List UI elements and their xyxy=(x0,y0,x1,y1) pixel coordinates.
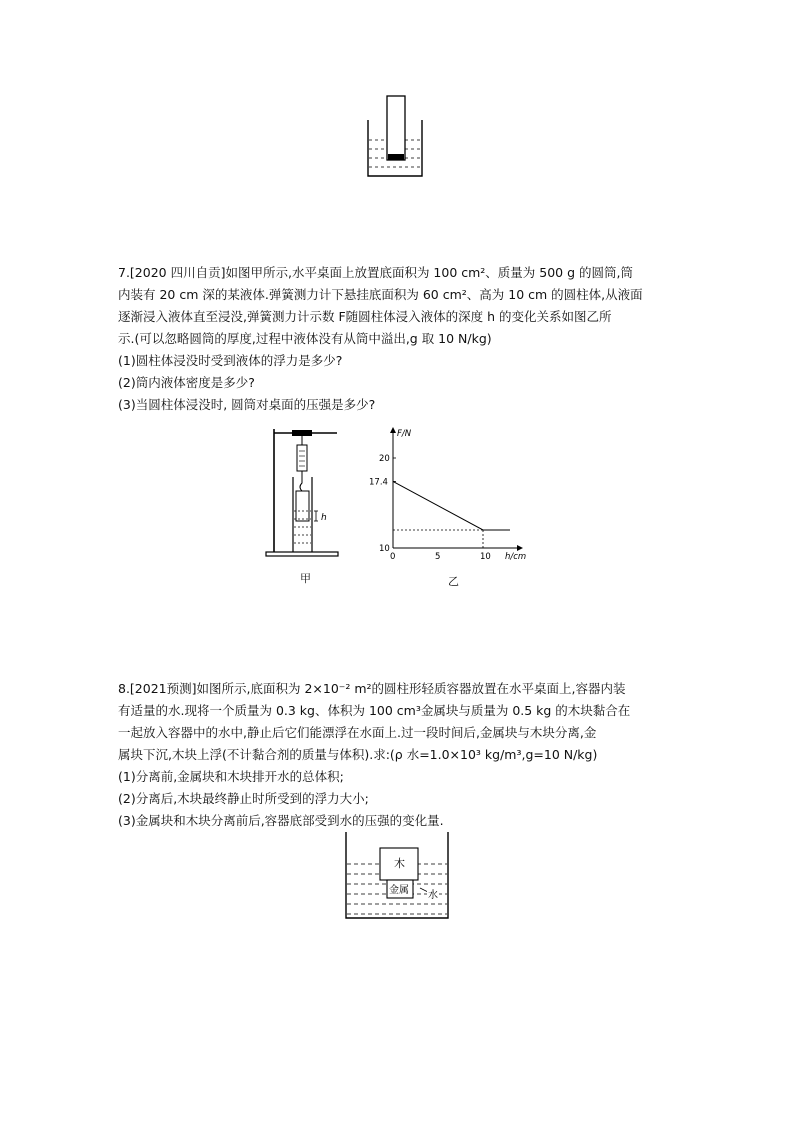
y-tick-label: 17.4 xyxy=(369,477,388,488)
q7-line-3: 逐渐浸入液体直至浸没,弹簧测力计示数 F随圆柱体浸入液体的深度 h 的变化关系如图乙所 xyxy=(118,309,612,324)
wood-metal-container-figure xyxy=(340,830,455,925)
q7-sub-2: (2)筒内液体密度是多少? xyxy=(118,375,255,390)
q7-sub-1: (1)圆柱体浸没时受到液体的浮力是多少? xyxy=(118,353,343,368)
figure-yi-label: 乙 xyxy=(448,575,459,588)
q7-line-4: 示.(可以忽略圆筒的厚度,过程中液体没有从筒中溢出,g 取 10 N/kg) xyxy=(118,331,492,346)
q7-line-2: 内装有 20 cm 深的某液体.弹簧测力计下悬挂底面积为 60 cm²、高为 10 cm 的圆柱体,从液面 xyxy=(118,287,643,302)
question-7 xyxy=(118,262,678,416)
figure-jia-label: 甲 xyxy=(300,572,311,585)
metal-label: 金属 xyxy=(389,885,409,896)
x-tick-label: 10 xyxy=(480,552,491,562)
q8-line-3: 一起放入容器中的水中,静止后它们能漂浮在水面上.过一段时间后,金属块与木块分离,金 xyxy=(118,725,597,740)
q8-sub-2: (2)分离后,木块最终静止时所受到的浮力大小; xyxy=(118,791,369,806)
x-axis-label: h/cm xyxy=(505,552,527,562)
q8-line-4: 属块下沉,木块上浮(不计黏合剂的质量与体积).求:(ρ 水=1.0×10³ kg/m³,g=10 N/kg) xyxy=(118,747,598,762)
q8-sub-3: (3)金属块和木块分离前后,容器底部受到水的压强的变化量. xyxy=(118,813,444,828)
force-line xyxy=(393,481,510,530)
y-axis-label: F/N xyxy=(397,429,412,439)
q8-line-1: 8.[2021预测]如图所示,底面积为 2×10⁻² m²的圆柱形轻质容器放置在水平桌面上,容器内装 xyxy=(118,681,626,696)
y-tick-label: 20 xyxy=(379,454,390,464)
x-tick-label: 0 xyxy=(390,552,396,562)
q7-line-1: 7.[2020 四川自贡]如图甲所示,水平桌面上放置底面积为 100 cm²、质量为 500 g 的圆筒,筒 xyxy=(118,265,633,280)
force-depth-chart xyxy=(360,425,535,565)
tube-beaker-figure xyxy=(360,92,430,182)
question-8 xyxy=(118,678,678,832)
wood-label: 木 xyxy=(394,857,405,870)
q7-sub-3: (3)当圆柱体浸没时, 圆筒对桌面的压强是多少? xyxy=(118,397,376,412)
spring-scale-figure xyxy=(262,425,362,560)
q8-line-2: 有适量的水.现将一个质量为 0.3 kg、体积为 100 cm³金属块与质量为 0.5 kg 的木块黏合在 xyxy=(118,703,631,718)
q8-sub-1: (1)分离前,金属块和木块排开水的总体积; xyxy=(118,769,344,784)
x-tick-label: 5 xyxy=(435,552,441,562)
h-label: h xyxy=(321,513,327,523)
y-tick-label: 10 xyxy=(379,544,390,554)
water-label: 水 xyxy=(428,890,438,901)
